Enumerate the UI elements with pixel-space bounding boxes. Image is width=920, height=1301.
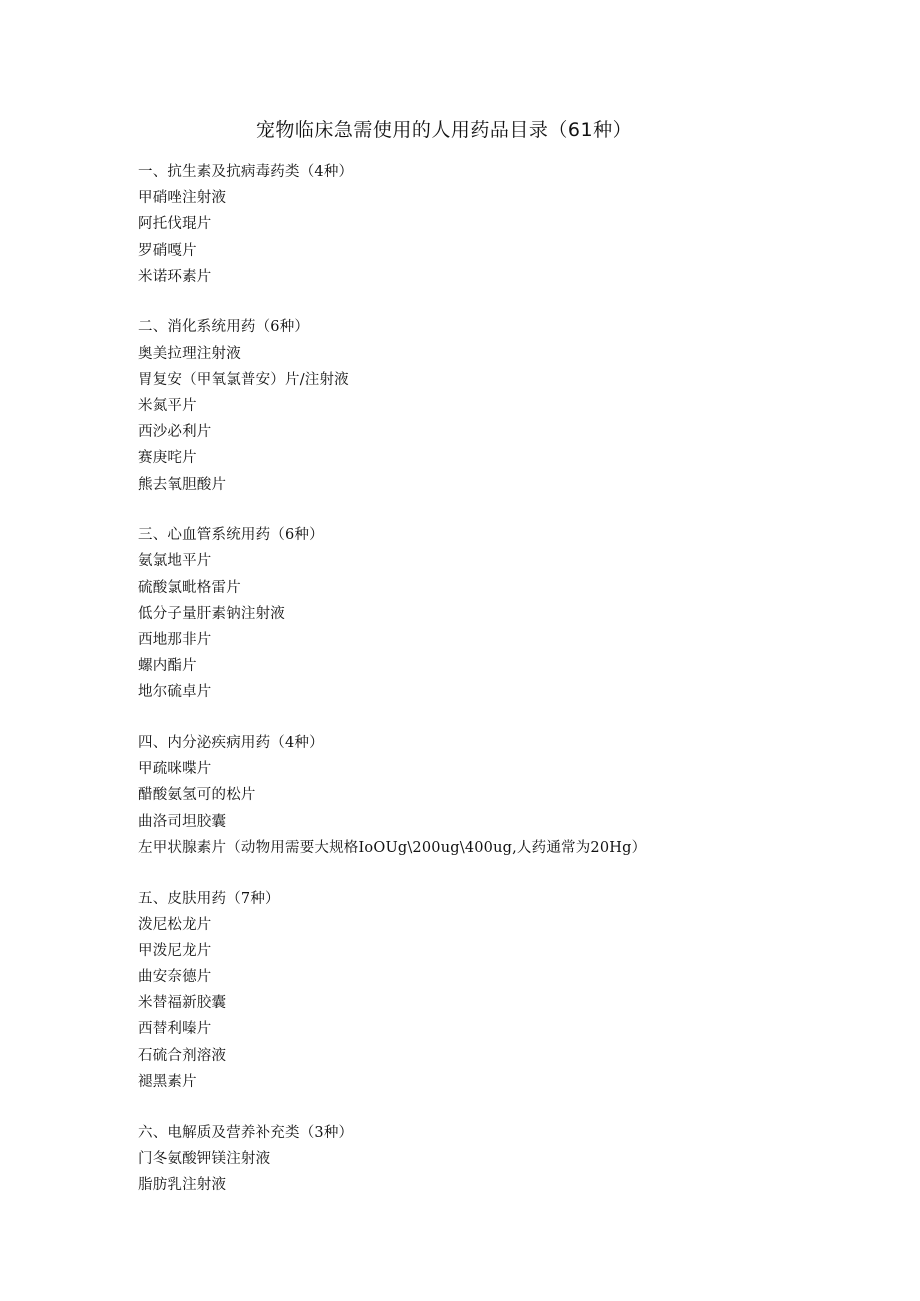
category-heading: 六、电解质及营养补充类（3种） [138,1124,354,1141]
drug-list-item: 褪黑素片 [138,1073,197,1090]
drug-list-item: 门冬氨酸钾镁注射液 [138,1150,271,1167]
drug-list-item: 熊去氧胆酸片 [138,476,227,493]
drug-list-item: 西地那非片 [138,632,212,648]
drug-list-item: 醋酸氨氢可的松片 [138,787,256,804]
drug-list-item: 甲泼尼龙片 [138,942,212,959]
drug-list-item: 甲硝唑注射液 [138,190,227,207]
document-body [138,159,878,1223]
drug-list-item: 左甲状腺素片（动物用需要大规格IoOUg\200ug\400ug,人药通常为20Hg） [138,839,647,856]
drug-list-item: 石硫合剂溶液 [138,1047,227,1064]
drug-list-item: 米替福新胶囊 [138,995,227,1012]
drug-list-item: 螺内酯片 [138,658,197,675]
drug-list-item: 赛庚咤片 [138,450,197,467]
drug-category-section [138,159,878,290]
drug-list-item: 氨氯地平片 [138,553,212,570]
drug-list-item: 地尔硫卓片 [138,684,212,701]
drug-list-item: 西替利嗪片 [138,1021,212,1038]
drug-category-section [138,730,878,861]
drug-list-item: 胃复安（甲氧氯普安）片/注射液 [138,371,349,388]
drug-list-item: 甲疏咪喋片 [138,761,212,778]
drug-list-item: 泼尼松龙片 [138,916,212,933]
drug-list-item: 奥美拉理注射液 [138,345,241,362]
category-heading: 四、内分泌疾病用药（4种） [138,735,324,752]
drug-list-item: 阿托伐琨片 [138,216,212,233]
drug-list-item: 曲洛司坦胶囊 [138,813,227,830]
category-heading: 五、皮肤用药（7种） [138,890,280,907]
drug-list-item: 硫酸氯毗格雷片 [138,579,241,596]
drug-category-section [138,1120,878,1199]
document-title: 宠物临床急需使用的人用药品目录（61种） [255,119,633,141]
drug-list-item: 米氮平片 [138,398,197,414]
category-heading: 三、心血管系统用药（6种） [138,527,324,544]
drug-list-item: 脂肪乳注射液 [138,1176,227,1193]
category-heading: 二、消化系统用药（6种） [138,319,310,336]
drug-category-section [138,886,878,1096]
drug-list-item: 罗硝嘎片 [138,242,197,259]
drug-category-section [138,314,878,497]
drug-category-section [138,522,878,705]
drug-list-item: 米诺环素片 [138,268,212,285]
drug-list-item: 曲安奈德片 [138,969,212,986]
drug-list-item: 低分子量肝素钠注射液 [138,605,285,622]
drug-list-item: 西沙必利片 [138,424,212,441]
category-heading: 一、抗生素及抗病毒药类（4种） [138,164,354,180]
